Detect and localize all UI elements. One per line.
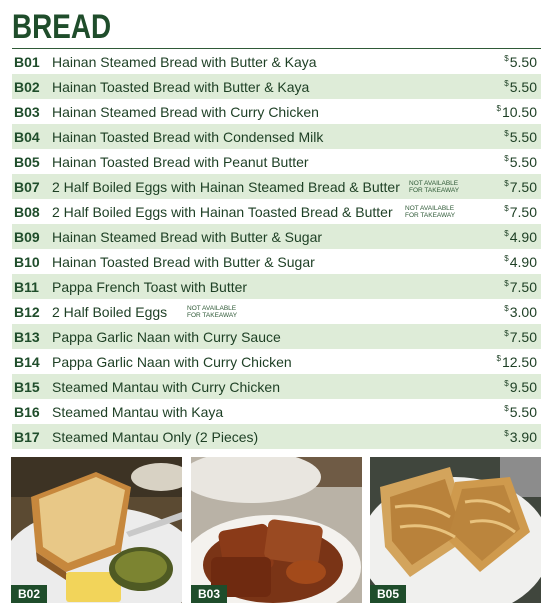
item-code: B11 bbox=[14, 278, 39, 295]
price-value: 3.00 bbox=[509, 304, 537, 320]
takeaway-note: NOT AVAILABLE FOR TAKEAWAY bbox=[405, 205, 456, 219]
item-code: B04 bbox=[14, 128, 40, 145]
item-name: Pappa Garlic Naan with Curry Chicken bbox=[52, 353, 292, 370]
menu-row bbox=[12, 74, 541, 99]
item-name: Hainan Steamed Bread with Curry Chicken bbox=[52, 103, 319, 120]
price-value: 10.50 bbox=[501, 104, 537, 120]
item-price bbox=[504, 429, 537, 445]
item-code: B12 bbox=[14, 303, 40, 320]
menu-row bbox=[12, 124, 541, 149]
price-value: 7.50 bbox=[509, 179, 537, 195]
item-code: B02 bbox=[14, 78, 40, 95]
item-price bbox=[497, 104, 538, 120]
item-code: B07 bbox=[14, 178, 40, 195]
photo-curry-chicken bbox=[191, 457, 362, 603]
item-code: B10 bbox=[14, 253, 40, 270]
currency-symbol: $ bbox=[504, 379, 509, 388]
photo-tag: B05 bbox=[370, 585, 406, 603]
menu-row bbox=[12, 174, 541, 199]
item-code: B03 bbox=[14, 103, 40, 120]
currency-symbol: $ bbox=[504, 179, 509, 188]
currency-symbol: $ bbox=[504, 279, 509, 288]
menu-section-title: BREAD bbox=[12, 8, 112, 46]
item-price bbox=[504, 79, 537, 95]
photo-peanut-butter-toast bbox=[370, 457, 541, 603]
currency-symbol: $ bbox=[504, 204, 509, 213]
item-code: B16 bbox=[14, 403, 40, 420]
menu-row bbox=[12, 299, 541, 324]
item-name: Steamed Mantau Only (2 Pieces) bbox=[52, 428, 259, 445]
menu-row bbox=[12, 49, 541, 74]
photo-tag: B03 bbox=[191, 585, 227, 603]
price-value: 12.50 bbox=[501, 354, 537, 370]
price-value: 7.50 bbox=[509, 279, 537, 295]
item-code: B01 bbox=[14, 53, 40, 70]
item-name: 2 Half Boiled Eggs bbox=[52, 303, 168, 320]
currency-symbol: $ bbox=[504, 404, 509, 413]
item-code: B08 bbox=[14, 203, 40, 220]
item-price bbox=[504, 179, 537, 195]
menu-row bbox=[12, 99, 541, 124]
item-price bbox=[504, 304, 537, 320]
item-price bbox=[504, 229, 537, 245]
item-name: Steamed Mantau with Curry Chicken bbox=[52, 378, 280, 395]
item-price bbox=[504, 379, 537, 395]
toast-illustration bbox=[11, 457, 182, 603]
item-code: B13 bbox=[14, 328, 40, 345]
takeaway-note: NOT AVAILABLE FOR TAKEAWAY bbox=[409, 180, 460, 194]
item-code: B15 bbox=[14, 378, 40, 395]
item-name: Hainan Steamed Bread with Butter & Sugar bbox=[52, 228, 323, 245]
item-name: Steamed Mantau with Kaya bbox=[52, 403, 224, 420]
item-price bbox=[504, 204, 537, 220]
item-price bbox=[504, 154, 537, 170]
item-code: B14 bbox=[14, 353, 40, 370]
currency-symbol: $ bbox=[504, 229, 509, 238]
menu-list bbox=[12, 49, 541, 449]
menu-row bbox=[12, 224, 541, 249]
item-price bbox=[504, 279, 537, 295]
price-value: 3.90 bbox=[509, 429, 537, 445]
price-value: 4.90 bbox=[509, 229, 537, 245]
price-value: 5.50 bbox=[509, 154, 537, 170]
item-price bbox=[504, 254, 537, 270]
item-price bbox=[504, 329, 537, 345]
menu-row bbox=[12, 374, 541, 399]
peanut-toast-illustration bbox=[370, 457, 541, 603]
item-name: 2 Half Boiled Eggs with Hainan Steamed Bread & Butter bbox=[52, 178, 400, 195]
item-name: Pappa Garlic Naan with Curry Sauce bbox=[52, 328, 281, 345]
currency-symbol: $ bbox=[504, 154, 509, 163]
item-name: Hainan Toasted Bread with Butter & Sugar bbox=[52, 253, 315, 270]
price-value: 7.50 bbox=[509, 204, 537, 220]
photo-strip bbox=[11, 457, 541, 603]
menu-row bbox=[12, 324, 541, 349]
price-value: 4.90 bbox=[509, 254, 537, 270]
menu-row bbox=[12, 399, 541, 424]
item-name: Hainan Toasted Bread with Condensed Milk bbox=[52, 128, 324, 145]
item-name: Hainan Toasted Bread with Peanut Butter bbox=[52, 153, 309, 170]
menu-row bbox=[12, 199, 541, 224]
price-value: 7.50 bbox=[509, 329, 537, 345]
currency-symbol: $ bbox=[496, 354, 501, 363]
takeaway-note: NOT AVAILABLE FOR TAKEAWAY bbox=[187, 305, 238, 319]
item-price bbox=[504, 54, 537, 70]
menu-row bbox=[12, 249, 541, 274]
currency-symbol: $ bbox=[504, 129, 509, 138]
item-code: B09 bbox=[14, 228, 40, 245]
curry-illustration bbox=[191, 457, 362, 603]
item-code: B05 bbox=[14, 153, 40, 170]
currency-symbol: $ bbox=[504, 429, 509, 438]
item-name: Hainan Steamed Bread with Butter & Kaya bbox=[52, 53, 317, 70]
item-price bbox=[504, 129, 537, 145]
currency-symbol: $ bbox=[504, 79, 509, 88]
price-value: 5.50 bbox=[509, 129, 537, 145]
currency-symbol: $ bbox=[504, 54, 509, 63]
item-price bbox=[504, 404, 537, 420]
currency-symbol: $ bbox=[496, 104, 501, 113]
item-code: B17 bbox=[14, 428, 40, 445]
menu-row bbox=[12, 349, 541, 374]
price-value: 5.50 bbox=[509, 79, 537, 95]
item-name: 2 Half Boiled Eggs with Hainan Toasted Bread & Butter bbox=[52, 203, 393, 220]
currency-symbol: $ bbox=[504, 329, 509, 338]
price-value: 9.50 bbox=[509, 379, 537, 395]
item-name: Pappa French Toast with Butter bbox=[52, 278, 248, 295]
currency-symbol: $ bbox=[504, 254, 509, 263]
menu-row bbox=[12, 149, 541, 174]
price-value: 5.50 bbox=[509, 404, 537, 420]
item-name: Hainan Toasted Bread with Butter & Kaya bbox=[52, 78, 310, 95]
photo-toasted-bread bbox=[11, 457, 182, 603]
item-price bbox=[497, 354, 538, 370]
menu-row bbox=[12, 424, 541, 449]
currency-symbol: $ bbox=[504, 304, 509, 313]
price-value: 5.50 bbox=[509, 54, 537, 70]
menu-row bbox=[12, 274, 541, 299]
photo-tag: B02 bbox=[11, 585, 47, 603]
